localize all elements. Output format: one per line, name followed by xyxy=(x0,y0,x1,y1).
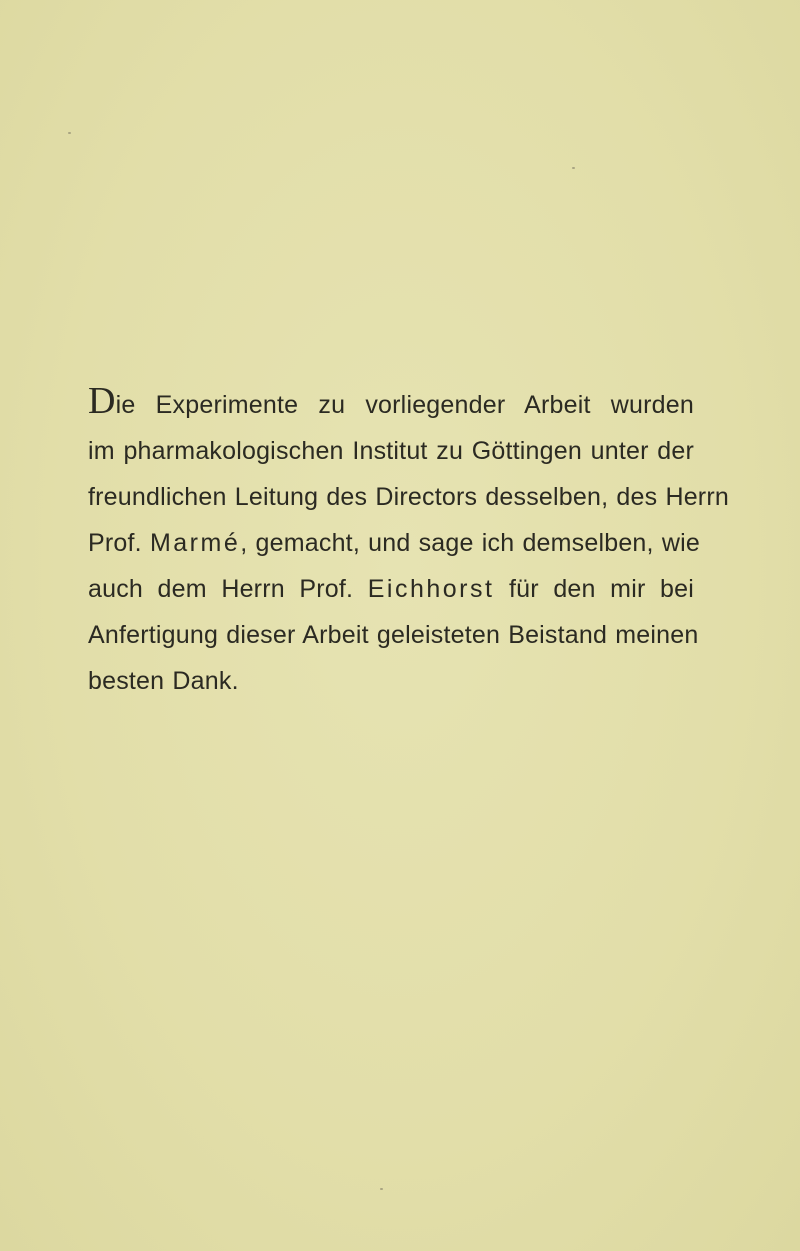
paper-speck xyxy=(572,167,575,169)
text-line-5-after: für den mir bei xyxy=(509,575,694,603)
text-line-2: im pharmakologischen Institut zu Göttingen unter der xyxy=(88,437,694,465)
text-line-3: freundlichen Leitung des Directors desselben, des Herrn xyxy=(88,483,729,511)
text-line-5 xyxy=(88,566,694,612)
text-line-1 xyxy=(88,382,694,428)
paper-speck xyxy=(380,1188,383,1190)
text-line-4-before: Prof. xyxy=(88,529,142,557)
person-name-marme: Marmé xyxy=(149,529,241,557)
text-line-6: Anfertigung dieser Arbeit geleisteten Beistand meinen xyxy=(88,621,699,649)
person-name-eichhorst: Eichhorst xyxy=(367,575,495,603)
acknowledgement-paragraph xyxy=(88,380,729,704)
text-line-5-before: auch dem Herrn Prof. xyxy=(88,575,354,603)
text-line-1-rest: ie Experimente zu vorliegender Arbeit wurden xyxy=(115,391,694,419)
drop-cap: D xyxy=(88,380,116,422)
text-line-4-after: , gemacht, und sage ich demselben, wie xyxy=(240,529,700,557)
text-line-7: besten Dank. xyxy=(88,667,239,695)
text-line-4 xyxy=(88,520,700,566)
paper-speck xyxy=(68,132,71,134)
